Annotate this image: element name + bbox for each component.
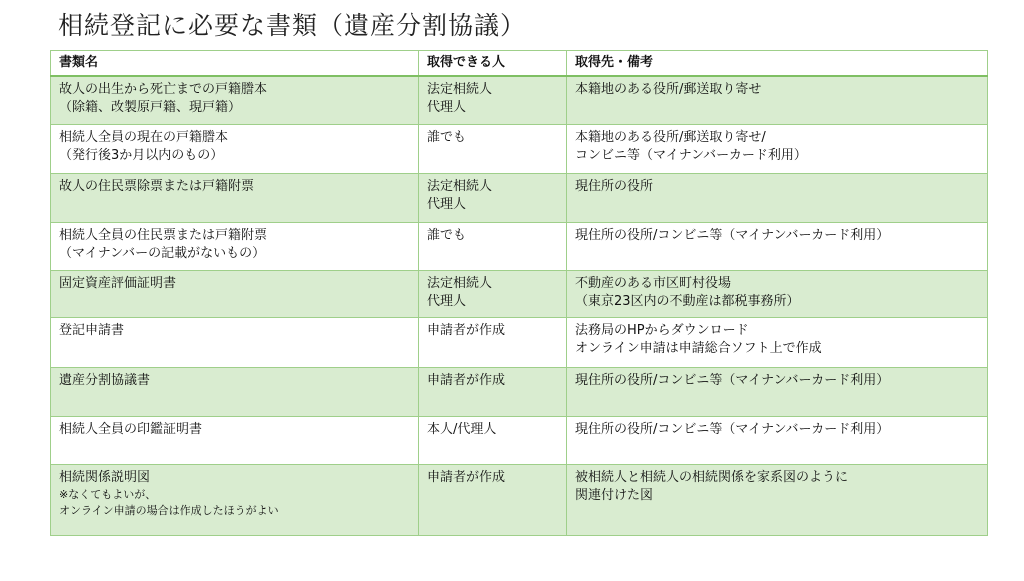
table-row <box>51 464 988 535</box>
who-can-obtain-cell-line: 本人/代理人 <box>427 421 497 437</box>
document-name-cell-line: 固定資産評価証明書 <box>59 275 177 291</box>
where-notes-cell-line: 現住所の役所/コンビニ等（マイナンバーカード利用） <box>575 227 890 243</box>
where-notes-cell-line: コンビニ等（マイナンバーカード利用） <box>575 147 807 163</box>
who-can-obtain-cell-line: 申請者が作成 <box>427 469 506 485</box>
who-can-obtain-cell-line: 代理人 <box>427 293 467 309</box>
where-notes-cell-line: 現住所の役所/コンビニ等（マイナンバーカード利用） <box>575 372 890 388</box>
document-note-line: オンライン申請の場合は作成したほうがよい <box>59 503 279 517</box>
table-row <box>51 173 988 222</box>
table-row <box>51 270 988 317</box>
where-notes-cell <box>567 367 988 416</box>
who-can-obtain-cell-line: 誰でも <box>427 227 467 243</box>
where-notes-cell <box>567 222 988 270</box>
where-notes-cell <box>567 173 988 222</box>
where-notes-cell-line: オンライン申請は申請総合ソフト上で作成 <box>575 340 822 356</box>
who-can-obtain-cell-line: 代理人 <box>427 100 467 115</box>
who-can-obtain-cell-line: 法定相続人 <box>427 178 493 194</box>
documents-table <box>50 50 988 536</box>
table-row <box>51 124 988 173</box>
where-notes-cell <box>567 317 988 367</box>
table-row <box>51 416 988 464</box>
who-can-obtain-cell-line: 申請者が作成 <box>427 372 506 388</box>
document-name-cell-line: （マイナンバーの記載がないもの） <box>59 245 266 261</box>
document-name-cell <box>51 173 419 222</box>
who-can-obtain-cell-line: 申請者が作成 <box>427 322 506 338</box>
document-name-cell-line: 故人の出生から死亡までの戸籍謄本 <box>59 82 268 97</box>
document-name-cell <box>51 76 419 124</box>
header-document-name: 書類名 <box>51 51 419 77</box>
document-note-line: ※なくてもよいが、 <box>59 487 157 501</box>
who-can-obtain-cell-line: 法定相続人 <box>427 82 493 97</box>
document-name-cell-line: （発行後3か月以内のもの） <box>59 147 224 163</box>
who-can-obtain-cell <box>419 222 567 270</box>
who-can-obtain-cell-line: 代理人 <box>427 196 467 212</box>
who-can-obtain-cell <box>419 317 567 367</box>
table-header-row <box>51 51 988 77</box>
document-name-cell-line: 遺産分割協議書 <box>59 372 151 388</box>
where-notes-cell <box>567 464 988 535</box>
where-notes-cell-line: 被相続人と相続人の相続関係を家系図のように <box>575 469 849 485</box>
table-row <box>51 222 988 270</box>
who-can-obtain-cell <box>419 173 567 222</box>
document-name-cell <box>51 222 419 270</box>
header-who-can-obtain: 取得できる人 <box>419 51 567 77</box>
where-notes-cell-line: 関連付けた図 <box>575 487 654 503</box>
document-name-cell-line: 相続人全員の印鑑証明書 <box>59 421 203 437</box>
table-row <box>51 76 988 124</box>
where-notes-cell-line: 本籍地のある役所/郵送取り寄せ <box>575 82 762 97</box>
who-can-obtain-cell-line: 法定相続人 <box>427 275 493 291</box>
document-name-cell <box>51 416 419 464</box>
document-name-cell-line: 故人の住民票除票または戸籍附票 <box>59 178 255 194</box>
document-name-cell-line: 登記申請書 <box>59 322 125 338</box>
document-name-cell-line: 相続関係説明図 <box>59 469 151 485</box>
where-notes-cell-line: （東京23区内の不動産は都税事務所） <box>575 293 800 309</box>
document-name-cell-line: （除籍、改製原戸籍、現戸籍） <box>59 100 242 115</box>
document-name-cell <box>51 270 419 317</box>
where-notes-cell-line: 現住所の役所 <box>575 178 654 194</box>
document-name-cell-line: 相続人全員の現在の戸籍謄本 <box>59 129 229 145</box>
document-name-cell <box>51 317 419 367</box>
where-notes-cell <box>567 76 988 124</box>
who-can-obtain-cell <box>419 416 567 464</box>
where-notes-cell <box>567 416 988 464</box>
document-name-cell <box>51 124 419 173</box>
where-notes-cell-line: 現住所の役所/コンビニ等（マイナンバーカード利用） <box>575 421 890 437</box>
document-name-cell-line: 相続人全員の住民票または戸籍附票 <box>59 227 268 243</box>
table-row <box>51 317 988 367</box>
table-row <box>51 367 988 416</box>
who-can-obtain-cell <box>419 76 567 124</box>
document-name-cell <box>51 464 419 535</box>
header-where-notes: 取得先・備考 <box>567 51 988 77</box>
where-notes-cell <box>567 270 988 317</box>
who-can-obtain-cell-line: 誰でも <box>427 129 467 145</box>
where-notes-cell-line: 本籍地のある役所/郵送取り寄せ/ <box>575 129 766 145</box>
where-notes-cell <box>567 124 988 173</box>
who-can-obtain-cell <box>419 124 567 173</box>
page-title: 相続登記に必要な書類（遺産分割協議） <box>58 11 527 40</box>
who-can-obtain-cell <box>419 464 567 535</box>
document-name-cell <box>51 367 419 416</box>
who-can-obtain-cell <box>419 270 567 317</box>
where-notes-cell-line: 不動産のある市区町村役場 <box>575 275 732 291</box>
who-can-obtain-cell <box>419 367 567 416</box>
where-notes-cell-line: 法務局のHPからダウンロード <box>575 322 749 338</box>
